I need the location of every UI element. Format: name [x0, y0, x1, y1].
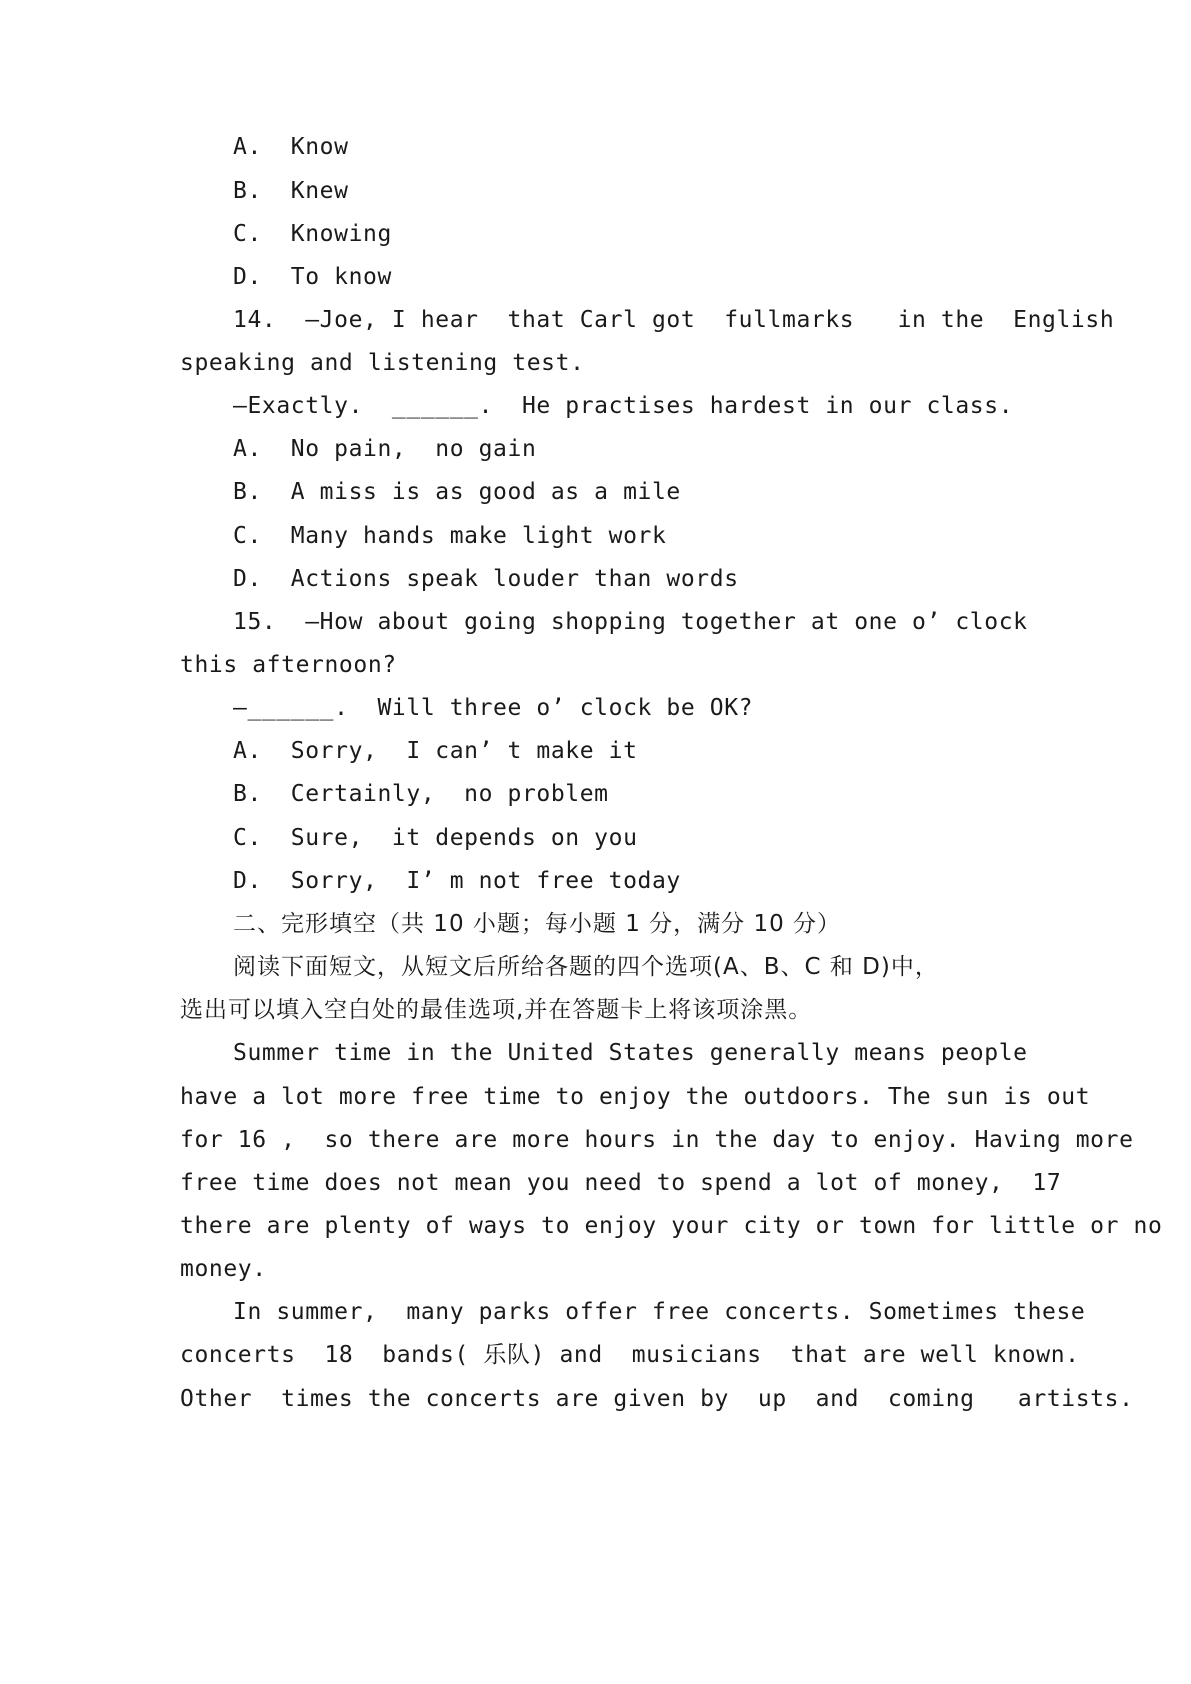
- q15-reply: —______. Will three o’ clock be OK?: [233, 695, 754, 721]
- q15-option-a: A. Sorry, I can’ t make it: [233, 738, 638, 764]
- q13-option-b: B. Knew: [233, 178, 349, 204]
- q14-option-a: A. No pain, no gain: [233, 436, 537, 462]
- passage-para1-line2: have a lot more free time to enjoy the outdoors. The sun is out: [180, 1084, 1091, 1110]
- passage-para1-line1: Summer time in the United States generally means people: [233, 1040, 1028, 1066]
- passage-para1-line4: free time does not mean you need to spend a lot of money, 17: [180, 1170, 1062, 1196]
- q14-option-c: C. Many hands make light work: [233, 523, 667, 549]
- q15-option-d: D. Sorry, I’ m not free today: [233, 868, 681, 894]
- passage-para1-line3: for 16 , so there are more hours in the day to enjoy. Having more: [180, 1127, 1134, 1153]
- passage-para1-line5: there are plenty of ways to enjoy your city or town for little or no: [180, 1213, 1163, 1239]
- q15-option-b: B. Certainly, no problem: [233, 781, 609, 807]
- passage-para2-line2: concerts 18 bands( 乐队) and musicians that are well known.: [180, 1342, 1080, 1368]
- passage-para2-line1: In summer, many parks offer free concerts. Sometimes these: [233, 1299, 1086, 1325]
- q15-option-c: C. Sure, it depends on you: [233, 825, 638, 851]
- q13-option-c: C. Knowing: [233, 221, 392, 247]
- section2-instruction-line1: 阅读下面短文，从短文后所给各题的四个选项(A、B、C 和 D)中，: [233, 954, 939, 980]
- q14-option-b: B. A miss is as good as a mile: [233, 479, 681, 505]
- section2-heading: 二、完形填空（共 10 小题；每小题 1 分，满分 10 分）: [233, 911, 842, 937]
- q14-reply: —Exactly. ______. He practises hardest in our class.: [233, 393, 1014, 419]
- passage-para2-line3: Other times the concerts are given by up and coming artists.: [180, 1386, 1134, 1412]
- q14-stem-line2: speaking and listening test.: [180, 350, 585, 376]
- q13-option-d: D. To know: [233, 264, 392, 290]
- q15-stem-line2: this afternoon?: [180, 652, 397, 678]
- q15-stem-line1: 15. —How about going shopping together at one o’ clock: [233, 609, 1028, 635]
- q14-stem-line1: 14. —Joe, I hear that Carl got fullmarks in the English: [233, 307, 1115, 333]
- q14-option-d: D. Actions speak louder than words: [233, 566, 739, 592]
- passage-para1-line6: money.: [180, 1256, 267, 1282]
- section2-instruction-line2: 选出可以填入空白处的最佳选项,并在答题卡上将该项涂黑。: [180, 997, 813, 1023]
- q13-option-a: A. Know: [233, 134, 349, 160]
